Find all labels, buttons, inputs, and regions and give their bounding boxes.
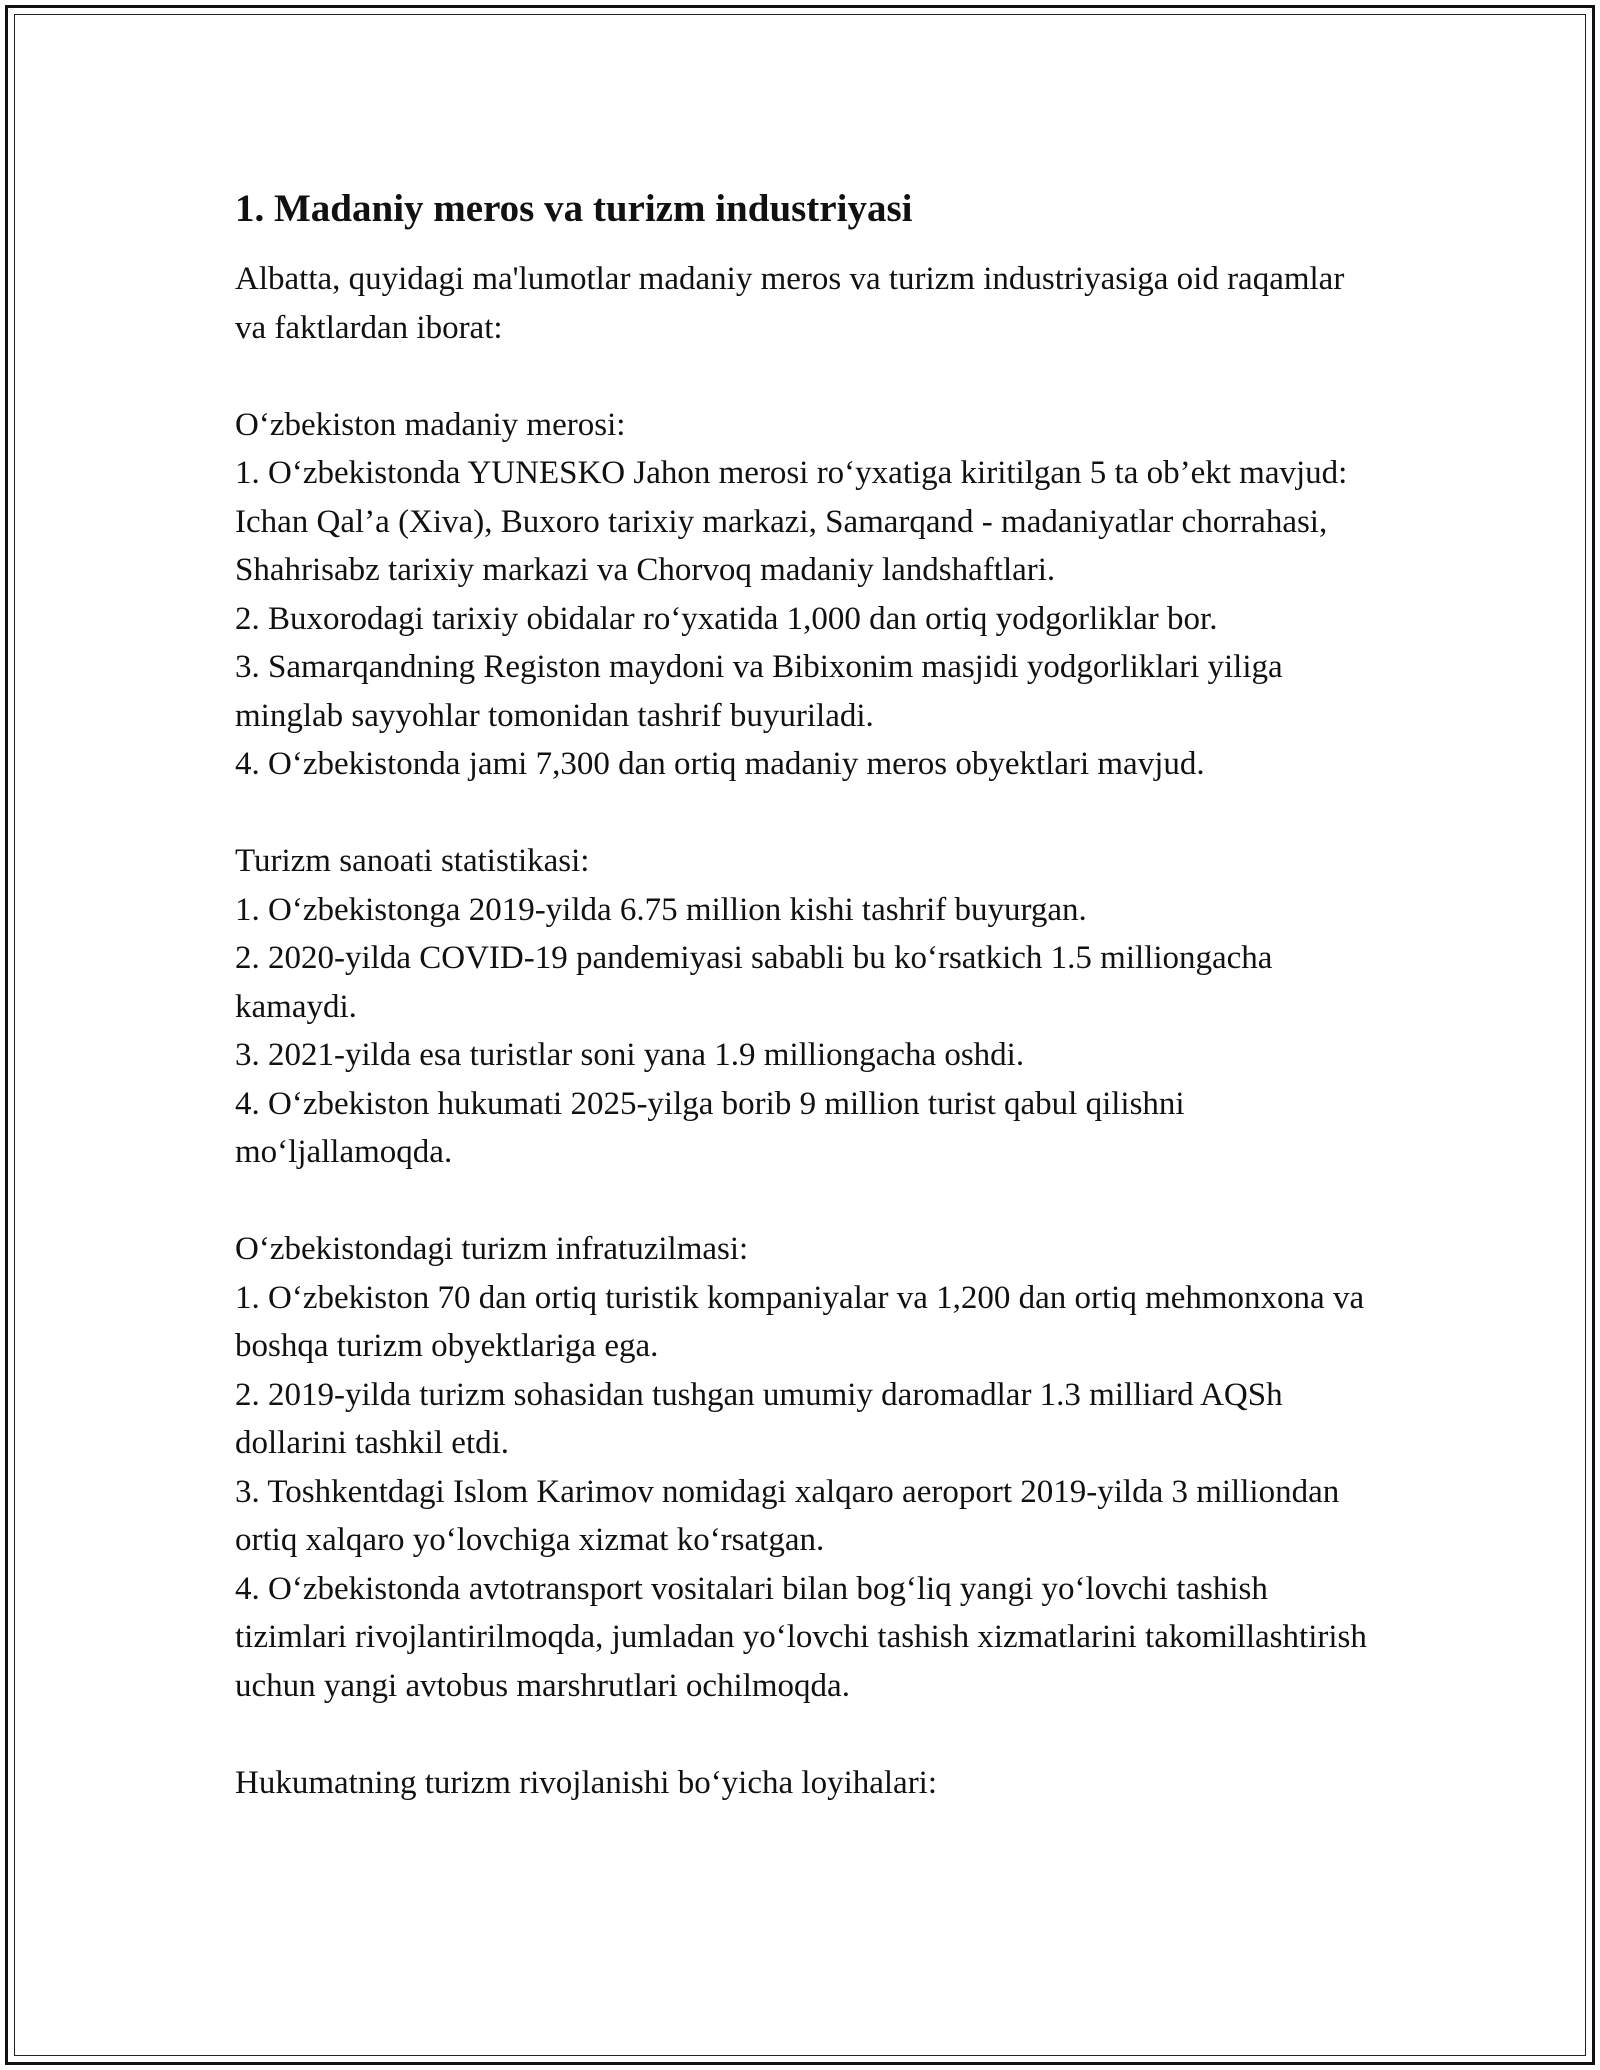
list-item: 1. O‘zbekistonga 2019-yilda 6.75 million kishi tashrif buyurgan. (235, 891, 1087, 928)
list-item: 2. 2019-yilda turizm sohasidan tushgan umumiy daromadlar 1.3 milliard AQSh dollarini tashkil etdi. (235, 1376, 1283, 1461)
spacer (235, 1710, 1375, 1759)
list-item: 2. Buxorodagi tarixiy obidalar ro‘yxatida 1,000 dan ortiq yodgorliklar bor. (235, 600, 1218, 637)
list-item: 3. Toshkentdagi Islom Karimov nomidagi xalqaro aeroport 2019-yilda 3 milliondan ortiq xalqaro yo‘lovchiga xizmat ko‘rsatgan. (235, 1473, 1340, 1558)
section-heading-tourism-statistics: Turizm sanoati statistikasi: (235, 843, 590, 879)
spacer (235, 789, 1375, 838)
list-item: 1. O‘zbekiston 70 dan ortiq turistik kompaniyalar va 1,200 dan ortiq mehmonxona va boshqa turizm obyektlariga ega. (235, 1279, 1365, 1364)
spacer (235, 352, 1375, 401)
list-item: 2. 2020-yilda COVID-19 pandemiyasi sababli bu ko‘rsatkich 1.5 milliongacha kamaydi. (235, 940, 1273, 1025)
list-item: 3. Samarqandning Registon maydoni va Bibixonim masjidi yodgorliklari yiliga minglab sayyohlar tomonidan tashrif buyuriladi. (235, 649, 1283, 734)
section-heading-tourism-infrastructure: O‘zbekistondagi turizm infratuzilmasi: (235, 1231, 749, 1267)
document-title: 1. Madaniy meros va turizm industriyasi (235, 187, 913, 230)
section-heading-government-projects: Hukumatning turizm rivojlanishi bo‘yicha loyihalari: (235, 1764, 938, 1801)
list-item: 4. O‘zbekistonda jami 7,300 dan ortiq madaniy meros obyektlari mavjud. (235, 746, 1205, 782)
list-item: 1. O‘zbekistonda YUNESKO Jahon merosi ro‘yxatiga kiritilgan 5 ta ob’ekt mavjud: Ichan Qal’a (Xiva), Buxoro tarixiy markazi, Samarqand - madaniyatlar chorrahasi, Shahrisabz tarixiy markazi va Chorvoq madaniy landshaftlari. (235, 455, 1348, 588)
document-body (235, 185, 1375, 1807)
spacer (235, 1177, 1375, 1226)
list-item: 3. 2021-yilda esa turistlar soni yana 1.9 milliongacha oshdi. (235, 1037, 1025, 1073)
section-heading-cultural-heritage: O‘zbekiston madaniy merosi: (235, 406, 626, 443)
list-item: 4. O‘zbekistonda avtotransport vositalari bilan bog‘liq yangi yo‘lovchi tashish tizimlari rivojlantirilmoqda, jumladan yo‘lovchi tashish xizmatlarini takomillashtirish uchun yangi avtobus marshrutlari ochilmoqda. (235, 1570, 1367, 1704)
intro-paragraph: Albatta, quyidagi ma'lumotlar madaniy meros va turizm industriyasiga oid raqamlar va faktlardan iborat: (235, 261, 1345, 346)
list-item: 4. O‘zbekiston hukumati 2025-yilga borib 9 million turist qabul qilishni mo‘ljallamoqda. (235, 1085, 1185, 1170)
